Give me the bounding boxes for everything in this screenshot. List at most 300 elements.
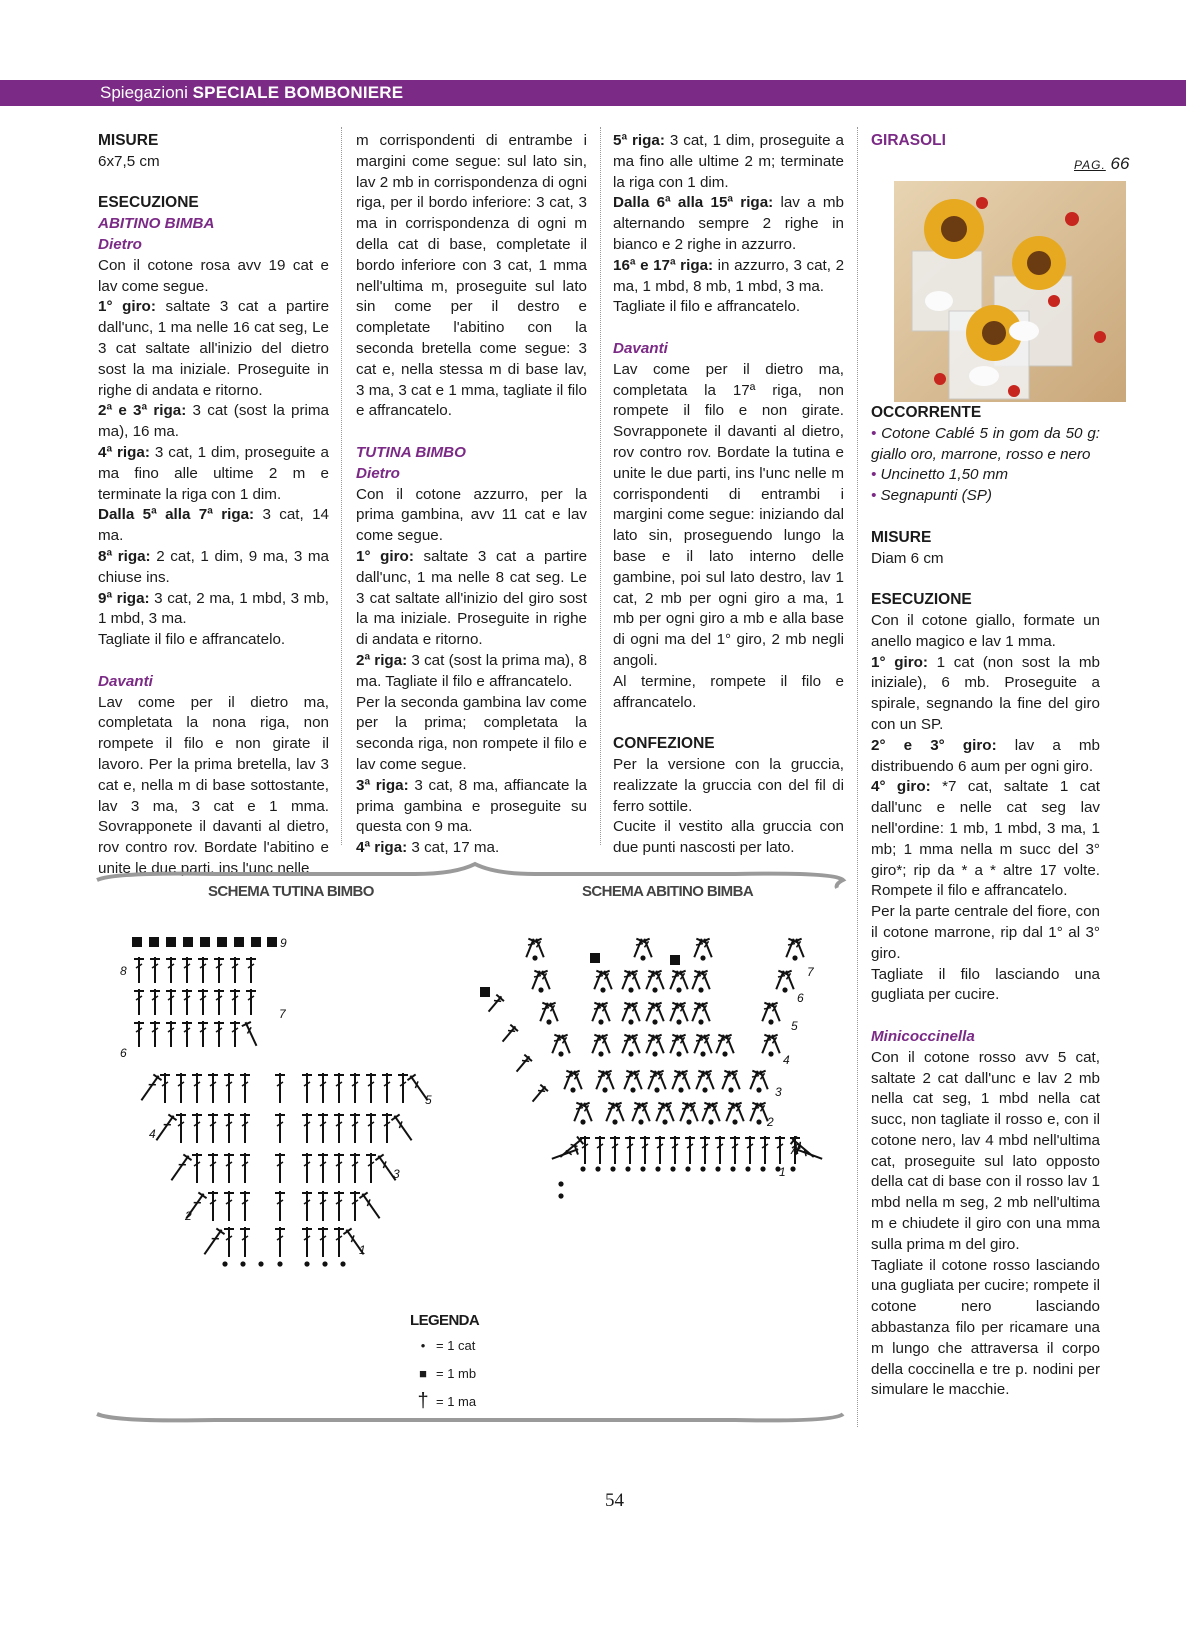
v-stitch-group — [652, 1101, 679, 1125]
double-crochet-stitch — [382, 1073, 392, 1103]
single-crochet-stitch — [200, 937, 210, 947]
column-1 — [98, 131, 329, 880]
chain-stitch — [670, 1166, 675, 1171]
v-stitch-group — [688, 969, 715, 993]
double-crochet-stitch — [182, 957, 192, 983]
double-crochet-stitch — [230, 989, 240, 1015]
chain-stitch — [676, 987, 681, 992]
double-crochet-stitch — [200, 1227, 225, 1257]
legend — [410, 1312, 479, 1415]
v-stitch-group — [690, 1033, 717, 1057]
chain-stitch — [580, 1119, 585, 1124]
legend-mb: = 1 mb — [436, 1365, 477, 1381]
chain-stitch — [612, 1119, 617, 1124]
double-crochet-stitch — [246, 989, 256, 1015]
double-crochet-stitch — [176, 1113, 186, 1143]
v-stitch-group — [618, 1001, 645, 1025]
tutina-chart — [120, 936, 432, 1267]
chain-stitch — [580, 1166, 585, 1171]
double-crochet-stitch — [134, 957, 144, 983]
subsection-heading: Davanti — [98, 672, 153, 690]
v-stitch-group — [642, 1001, 669, 1025]
v-stitch-group — [570, 1101, 597, 1125]
double-crochet-stitch — [134, 1021, 144, 1047]
double-crochet-stitch — [302, 1227, 312, 1257]
row-label: 2 — [767, 1115, 774, 1129]
double-crochet-stitch — [302, 1191, 312, 1221]
double-crochet-stitch — [557, 1135, 585, 1161]
tutina-chart-title: SCHEMA TUTINA BIMBO — [208, 883, 374, 900]
double-crochet-stitch — [350, 1153, 360, 1183]
double-crochet-stitch — [224, 1113, 234, 1143]
paragraph: 5ª riga: 3 cat, 1 dim, proseguite a ma fino alle ultime 2 m; terminate la riga con 1 dim. — [613, 132, 844, 191]
single-crochet-stitch — [183, 937, 193, 947]
double-crochet-stitch — [760, 1136, 770, 1164]
single-crochet-stitch — [480, 987, 490, 997]
chain-stitch — [538, 987, 543, 992]
chain-stitch — [662, 1119, 667, 1124]
paragraph: Con il cotone rosa avv 19 cat e lav come segue. — [98, 256, 329, 295]
chain-stitch — [600, 987, 605, 992]
section-heading: MISURE — [871, 528, 932, 546]
double-crochet-stitch — [166, 1021, 176, 1047]
chain-stitch — [322, 1261, 327, 1266]
header-title: SPECIALE BOMBONIERE — [192, 83, 404, 102]
row-label: A — [791, 1143, 800, 1157]
chain-stitch — [638, 1119, 643, 1124]
chain-stitch — [652, 1051, 657, 1056]
chain-stitch — [686, 1119, 691, 1124]
page-reference: PAG. 66 — [1074, 154, 1130, 173]
v-stitch-group — [536, 1001, 563, 1025]
chain-stitch — [730, 1166, 735, 1171]
double-crochet-stitch — [318, 1153, 328, 1183]
chain-stitch — [790, 1166, 795, 1171]
row-label: 6 — [120, 1046, 127, 1060]
chain-stitch — [546, 1019, 551, 1024]
chain-stitch — [558, 1193, 563, 1198]
subsection-heading: Dietro — [356, 464, 400, 482]
double-crochet-stitch — [358, 1191, 383, 1221]
double-crochet-stitch — [182, 989, 192, 1015]
double-crochet-stitch — [640, 1136, 650, 1164]
v-stitch-group — [588, 1033, 615, 1057]
paragraph: Con il cotone azzurro, per la prima gambina, avv 11 cat e lav come segue. — [356, 485, 587, 545]
double-crochet-stitch — [275, 1153, 285, 1183]
paragraph: Diam 6 cm — [871, 549, 944, 567]
single-crochet-stitch — [149, 937, 159, 947]
double-crochet-stitch — [398, 1073, 408, 1103]
v-stitch-group — [666, 1001, 693, 1025]
chain-stitch — [640, 1166, 645, 1171]
sunflower-favors-photo — [894, 181, 1126, 402]
row-label: 1 — [359, 1243, 366, 1257]
paragraph: 2° e 3° giro: lav a mb distribuendo 6 aum per ogni giro. — [871, 736, 1101, 775]
row-label: 7 — [807, 965, 814, 979]
v-stitch-group — [618, 1033, 645, 1057]
double-crochet-stitch — [715, 1136, 725, 1164]
double-crochet-stitch — [334, 1113, 344, 1143]
single-crochet-stitch — [217, 937, 227, 947]
v-stitch-group — [758, 1033, 785, 1057]
chain-stitch — [598, 1051, 603, 1056]
v-stitch-group — [676, 1101, 703, 1125]
double-crochet-stitch — [198, 989, 208, 1015]
paragraph: Per la parte centrale del fiore, con il cotone marrone, rip dal 1° al 3° giro. — [871, 903, 1100, 962]
double-crochet-stitch — [275, 1073, 285, 1103]
paragraph: m corrispondenti di entrambe i margini come segue: sul lato sin, lav 2 mb in corrispondenza di ogni riga, per il bordo inferiore: 3 cat, 3 ma in corrispondenza di ogni m della cat di base, completate il bordo inferiore con 3 cat, 1 mma nell'ultima m, proseguite sul lato sin come per il destro e completate l'abitino con la seconda bretella come segue: 3 cat e, nella stessa m di base lav, 3 ma, 3 cat e 1 mma, tagliate il filo e affrancatelo. — [356, 132, 587, 420]
paragraph: Tagliate il filo lasciando una gugliata per cucire. — [871, 965, 1100, 1004]
v-stitch-group — [782, 937, 809, 961]
chain-stitch — [595, 1166, 600, 1171]
double-crochet-stitch — [595, 1136, 605, 1164]
double-crochet-stitch — [529, 1083, 550, 1105]
double-crochet-stitch — [166, 989, 176, 1015]
double-crochet-stitch — [152, 1113, 177, 1143]
double-crochet-stitch — [366, 1153, 376, 1183]
double-crochet-stitch — [318, 1191, 328, 1221]
subsection-heading: Minicoccinella — [871, 1027, 975, 1045]
v-stitch-group — [666, 969, 693, 993]
spacer — [613, 713, 844, 734]
subsection-heading: ABITINO BIMBA — [98, 215, 215, 233]
double-crochet-stitch — [150, 957, 160, 983]
v-stitch-group — [698, 1101, 725, 1125]
chain-stitch — [732, 1119, 737, 1124]
double-crochet-stitch — [182, 1021, 192, 1047]
chain-stitch — [768, 1051, 773, 1056]
section-heading: ESECUZIONE — [871, 591, 972, 609]
double-crochet-stitch — [334, 1191, 344, 1221]
chain-stitch — [277, 1261, 282, 1266]
v-stitch-group — [718, 1069, 745, 1093]
single-crochet-stitch — [234, 937, 244, 947]
double-crochet-stitch — [382, 1113, 392, 1143]
double-crochet-stitch — [198, 1021, 208, 1047]
single-crochet-stitch — [132, 937, 142, 947]
v-stitch-group — [522, 937, 549, 961]
double-crochet-stitch — [350, 1191, 360, 1221]
double-crochet-stitch — [350, 1113, 360, 1143]
chain-stitch — [756, 1087, 761, 1092]
single-crochet-stitch — [267, 937, 277, 947]
double-crochet-stitch — [192, 1073, 202, 1103]
v-stitch-group — [642, 969, 669, 993]
chain-stitch — [628, 1019, 633, 1024]
paragraph: 2ª e 3ª riga: 3 cat (sost la prima ma), 16 ma. — [98, 402, 329, 441]
v-stitch-group — [588, 1001, 615, 1025]
spacer — [871, 507, 1100, 528]
chain-stitch — [222, 1261, 227, 1266]
double-crochet-stitch — [240, 1191, 250, 1221]
paragraph: 4ª riga: 3 cat, 17 ma. — [356, 839, 500, 857]
double-crochet-stitch — [198, 957, 208, 983]
chain-stitch — [340, 1261, 345, 1266]
paragraph: 16ª e 17ª riga: in azzurro, 3 cat, 2 ma, 1 mbd, 8 mb, 1 mbd, 3 ma. — [613, 256, 845, 295]
chain-stitch — [756, 1119, 761, 1124]
v-stitch-group — [688, 1001, 715, 1025]
chain-stitch — [676, 1019, 681, 1024]
paragraph: 4° giro: *7 cat, saltate 1 cat dall'unc e nelle cat seg lav nell'ordine: 1 mb, 1 mbd, 3 ma, 1 mb; 1 mma nella m succ del 3° giro*; rip da * a * altre 17 volte. Rompete il filo e affrancatelo. — [871, 778, 1100, 900]
paragraph: 2ª riga: 3 cat (sost la prima ma), 8 ma. Tagliate il filo e affrancatelo. — [356, 651, 587, 690]
chain-stitch — [625, 1166, 630, 1171]
paragraph: Cucite il vestito alla gruccia con due punti nascosti per lato. — [613, 818, 844, 857]
chain-stitch — [722, 1051, 727, 1056]
chain-stitch — [602, 1087, 607, 1092]
double-crochet-stitch — [240, 1073, 250, 1103]
legend-title: LEGENDA — [410, 1312, 480, 1329]
v-stitch-group — [712, 1033, 739, 1057]
paragraph: Con il cotone giallo, formate un anello magico e lav 1 mma. — [871, 611, 1100, 650]
row-label: 5 — [791, 1019, 798, 1033]
double-crochet-stitch — [208, 1191, 218, 1221]
paragraph: 1° giro: saltate 3 cat a partire dall'unc, 1 ma nelle 8 cat seg. Le 3 cat saltate all'inizio del giro sost la ma iniziale. Proseguite in righe di andata e ritorno. — [356, 547, 588, 649]
column-divider — [341, 127, 342, 845]
chain-stitch — [654, 1087, 659, 1092]
row-label: 3 — [775, 1085, 782, 1099]
spacer — [613, 318, 844, 339]
chain-stitch — [610, 1166, 615, 1171]
chain-stitch — [240, 1261, 245, 1266]
double-crochet-stitch — [670, 1136, 680, 1164]
chain-stitch — [532, 955, 537, 960]
column-2 — [356, 131, 587, 859]
single-crochet-symbol-icon: ■ — [419, 1365, 427, 1381]
chain-stitch — [745, 1166, 750, 1171]
row-label: 9 — [280, 936, 287, 950]
section-heading: CONFEZIONE — [613, 735, 715, 753]
chain-stitch — [630, 1087, 635, 1092]
subsection-heading: Davanti — [613, 339, 668, 357]
subsection-heading: Dietro — [98, 235, 142, 253]
chain-stitch — [258, 1261, 263, 1266]
double-crochet-stitch — [134, 989, 144, 1015]
chain-stitch — [728, 1087, 733, 1092]
double-crochet-stitch — [137, 1073, 162, 1103]
v-stitch-group — [548, 1033, 575, 1057]
double-crochet-stitch — [700, 1136, 710, 1164]
single-crochet-stitch — [590, 953, 600, 963]
row-label: 6 — [797, 991, 804, 1005]
double-crochet-stitch — [550, 1145, 580, 1164]
double-crochet-symbol-icon: † — [417, 1389, 429, 1412]
v-stitch-group — [630, 937, 657, 961]
double-crochet-stitch — [730, 1136, 740, 1164]
double-crochet-stitch — [150, 1021, 160, 1047]
chain-stitch — [698, 987, 703, 992]
paragraph: 8ª riga: 2 cat, 1 dim, 9 ma, 3 ma chiuse ins. — [98, 547, 329, 586]
v-stitch-group — [746, 1069, 773, 1093]
double-crochet-stitch — [214, 957, 224, 983]
spacer — [98, 173, 329, 194]
double-crochet-stitch — [208, 1153, 218, 1183]
chain-stitch — [700, 1051, 705, 1056]
double-crochet-stitch — [318, 1073, 328, 1103]
double-crochet-stitch — [214, 989, 224, 1015]
chain-stitch — [698, 1019, 703, 1024]
v-stitch-group — [560, 1069, 587, 1093]
v-stitch-group — [666, 1033, 693, 1057]
chain-stitch — [678, 1087, 683, 1092]
double-crochet-stitch — [350, 1073, 360, 1103]
subsection-heading: TUTINA BIMBO — [356, 443, 466, 461]
v-stitch-group — [628, 1101, 655, 1125]
v-stitch-group — [618, 969, 645, 993]
double-crochet-stitch — [318, 1227, 328, 1257]
v-stitch-group — [758, 1001, 785, 1025]
paragraph: Tagliate il filo e affrancatelo. — [98, 631, 286, 649]
materials-item: • Uncinetto 1,50 mm — [871, 466, 1009, 484]
paragraph: Lav come per il dietro ma, completata la 17ª riga, non rompete il filo e non girate. Sovrapponete il davanti al dietro, rov contro rov. Bordate la tutina e unite le due parti, ins l'unc nelle m corrispondenti di entrambi i margini come segue: iniziando dal lato sin, proseguendo lungo la base e il lato interno delle gambine, poi sul lato destro, lav 1 cat, 2 mb per ogni giro a ma, 1 mb per ogni giro a mb e alla base di ogni ma del 1° giro, 2 mb negli angoli. — [613, 360, 844, 669]
v-stitch-group — [592, 1069, 619, 1093]
double-crochet-stitch — [240, 1153, 250, 1183]
paragraph: Tagliate il cotone rosso lasciando una gugliata per cucire; rompete il cotone nero lasciando abbastanza filo per ricamare una m lungo che attraversa il corpo della coccinella e tre p. nodini per simulare le macchie. — [871, 1256, 1100, 1399]
double-crochet-stitch — [655, 1136, 665, 1164]
double-crochet-stitch — [224, 1227, 234, 1257]
double-crochet-stitch — [230, 1021, 240, 1047]
double-crochet-stitch — [610, 1136, 620, 1164]
paragraph: 9ª riga: 3 cat, 2 ma, 1 mbd, 3 mb, 1 mbd, 3 ma. — [98, 589, 329, 628]
double-crochet-stitch — [224, 1153, 234, 1183]
double-crochet-stitch — [240, 1113, 250, 1143]
double-crochet-stitch — [499, 1023, 520, 1045]
column-3 — [613, 131, 844, 859]
paragraph: Per la seconda gambina lav come per la prima; completata la seconda riga, non rompete il filo e lav come segue. — [356, 693, 587, 773]
row-label: 8 — [120, 964, 127, 978]
chain-stitch — [652, 1019, 657, 1024]
chain-stitch — [655, 1166, 660, 1171]
spacer — [871, 1006, 1100, 1027]
double-crochet-stitch — [214, 1021, 224, 1047]
double-crochet-stitch — [208, 1073, 218, 1103]
row-label: 7 — [279, 1007, 286, 1021]
double-crochet-stitch — [366, 1073, 376, 1103]
section-heading: MISURE — [98, 132, 159, 149]
v-stitch-group — [772, 969, 799, 993]
column-divider — [600, 127, 601, 845]
double-crochet-stitch — [240, 1227, 250, 1257]
page-number: 54 — [605, 1490, 624, 1511]
double-crochet-stitch — [334, 1073, 344, 1103]
paragraph: Tagliate il filo e affrancatelo. — [613, 298, 801, 316]
column-divider — [857, 127, 858, 1427]
abitino-chart-title: SCHEMA ABITINO BIMBA — [582, 883, 754, 900]
section-heading: ESECUZIONE — [98, 194, 199, 212]
abitino-chart — [480, 937, 824, 1199]
chain-stitch — [760, 1166, 765, 1171]
single-crochet-stitch — [670, 955, 680, 965]
v-stitch-group — [722, 1101, 749, 1125]
double-crochet-stitch — [160, 1073, 170, 1103]
chain-stitch — [685, 1166, 690, 1171]
chain-stitch — [570, 1087, 575, 1092]
double-crochet-stitch — [302, 1113, 312, 1143]
legend-ma: = 1 ma — [436, 1393, 477, 1409]
double-crochet-stitch — [334, 1153, 344, 1183]
row-label: 4 — [783, 1053, 790, 1067]
paragraph: Con il cotone rosso avv 5 cat, saltate 2 cat dall'unc e lav 2 mb nella cat seg, 1 mbd nella cat succ, non tagliate il rosso e, con il cotone nero, lav 4 mbd nell'ultima cat, proseguite sul lato opposto della cat di base con il rosso lav 1 mbd nella m seg, 2 mb nell'ultima m e chiudete il giro con una mma sulla prima m del giro. — [871, 1048, 1100, 1253]
materials-item: • Cotone Cablé 5 in gom da 50 g: giallo oro, marrone, rosso e nero — [871, 424, 1100, 463]
double-crochet-stitch — [390, 1113, 415, 1143]
chain-stitch — [628, 987, 633, 992]
spacer — [98, 651, 329, 672]
legend-cat: = 1 cat — [436, 1337, 476, 1353]
v-stitch-group — [528, 969, 555, 993]
double-crochet-stitch — [318, 1113, 328, 1143]
double-crochet-stitch — [625, 1136, 635, 1164]
double-crochet-stitch — [334, 1227, 344, 1257]
double-crochet-stitch — [275, 1227, 285, 1257]
double-crochet-stitch — [246, 957, 256, 983]
double-crochet-stitch — [275, 1113, 285, 1143]
girasoli-title: GIRASOLI — [871, 132, 946, 149]
chain-symbol-icon: • — [420, 1337, 426, 1353]
chain-stitch — [782, 987, 787, 992]
chain-stitch — [700, 955, 705, 960]
row-label: 4 — [149, 1127, 156, 1141]
section-heading: OCCORRENTE — [871, 404, 982, 421]
double-crochet-stitch — [366, 1113, 376, 1143]
double-crochet-stitch — [302, 1153, 312, 1183]
double-crochet-stitch — [167, 1153, 192, 1183]
double-crochet-stitch — [241, 1020, 261, 1048]
double-crochet-stitch — [208, 1113, 218, 1143]
paragraph: Dalla 6ª alla 15ª riga: lav a mb alternando sempre 2 righe in bianco e 2 righe in azzurro. — [613, 194, 844, 253]
chain-stitch — [702, 1087, 707, 1092]
row-label: 5 — [425, 1093, 432, 1107]
double-crochet-stitch — [302, 1073, 312, 1103]
paragraph: 3ª riga: 3 cat, 8 ma, affiancate la prima gambina e proseguite su questa con 9 ma. — [356, 776, 587, 836]
double-crochet-stitch — [230, 957, 240, 983]
section-header-bar — [0, 80, 1186, 106]
paragraph: 1° giro: saltate 3 cat a partire dall'unc, 1 ma nelle 16 cat seg, Le 3 cat saltate all'inizio del dietro sost la ma iniziale. Proseguite in righe di andata e ritorno. — [98, 298, 330, 399]
double-crochet-stitch — [166, 957, 176, 983]
paragraph: Dalla 5ª alla 7ª riga: 3 cat, 14 ma. — [98, 506, 329, 545]
double-crochet-stitch — [224, 1191, 234, 1221]
chain-stitch — [640, 955, 645, 960]
paragraph: Per la versione con la gruccia, realizzate la gruccia con del fil di ferro sottile. — [613, 755, 844, 815]
v-stitch-group — [644, 1069, 671, 1093]
v-stitch-group — [620, 1069, 647, 1093]
v-stitch-group — [692, 1069, 719, 1093]
row-label: 1 — [779, 1165, 786, 1179]
chain-stitch — [768, 1019, 773, 1024]
double-crochet-stitch — [775, 1136, 785, 1164]
chain-stitch — [792, 955, 797, 960]
chain-stitch — [558, 1181, 563, 1186]
materials-item: • Segnapunti (SP) — [871, 487, 992, 505]
chain-stitch — [715, 1166, 720, 1171]
v-stitch-group — [590, 969, 617, 993]
double-crochet-stitch — [224, 1073, 234, 1103]
double-crochet-stitch — [192, 1153, 202, 1183]
double-crochet-stitch — [745, 1136, 755, 1164]
chain-stitch — [652, 987, 657, 992]
v-stitch-group — [642, 1033, 669, 1057]
chain-stitch — [304, 1261, 309, 1266]
double-crochet-stitch — [192, 1113, 202, 1143]
chain-stitch — [628, 1051, 633, 1056]
spacer — [356, 422, 587, 443]
column-4 — [871, 403, 1100, 1401]
v-stitch-group — [668, 1069, 695, 1093]
double-crochet-stitch — [275, 1191, 285, 1221]
v-stitch-group — [602, 1101, 629, 1125]
paragraph: Al termine, rompete il filo e affrancatelo. — [613, 672, 844, 711]
double-crochet-stitch — [176, 1073, 186, 1103]
paragraph: 4ª riga: 3 cat, 1 dim, proseguite a ma fino alle ultime 2 m e terminate la riga con 1 dim. — [98, 443, 329, 503]
double-crochet-stitch — [685, 1136, 695, 1164]
